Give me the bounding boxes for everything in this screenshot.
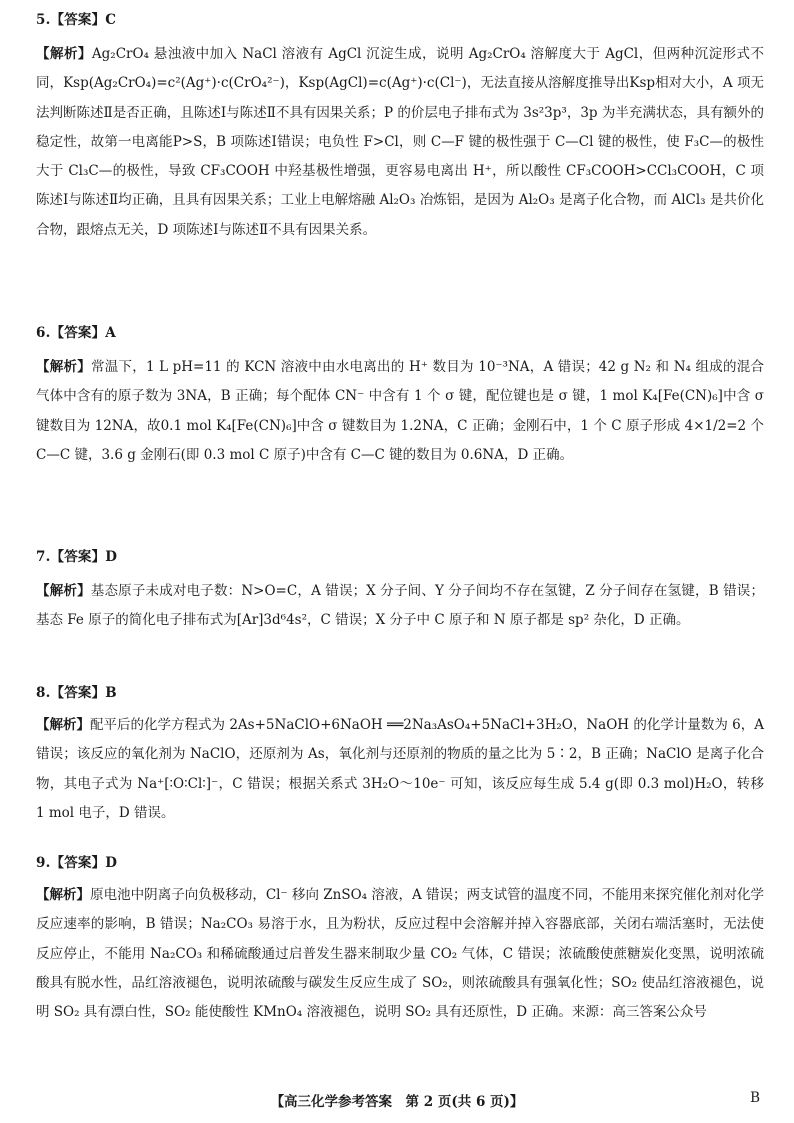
analysis-9 <box>36 881 764 1027</box>
analysis-5 <box>36 40 764 245</box>
analysis-text: 配平后的化学方程式为 2As+5NaClO+6NaOH ══2Na₃AsO₄+5NaCl+3H₂O，NaOH 的化学计量数为 6，A 错误；该反应的氧化剂为 NaClO，还原剂为 As，氧化剂与还原剂的物质的量之比为 5∶2，B 正确；NaClO 是离子化合物，其电子式为 Na⁺[∶O∶Cl∶]⁻，C 错误；根据关系式 3H₂O～10e⁻ 可知，该反应每生成 5.4 g(即 0.3 mol)H₂O，转移 1 mol 电子，D 错误。 <box>36 717 764 821</box>
analysis-label: 【解析】 <box>36 717 91 733</box>
answer-5: 5.【答案】C <box>36 12 117 28</box>
analysis-label: 【解析】 <box>36 359 91 375</box>
analysis-label: 【解析】 <box>36 887 91 903</box>
analysis-8 <box>36 711 764 828</box>
answer-8: 8.【答案】B <box>36 685 117 701</box>
answer-6: 6.【答案】A <box>36 325 116 341</box>
analysis-7 <box>36 577 764 636</box>
analysis-label: 【解析】 <box>36 46 92 62</box>
answer-7: 7.【答案】D <box>36 549 118 565</box>
footer-title: 【高三化学参考答案 第 2 页(共 6 页)】 <box>270 1094 524 1110</box>
analysis-text: 基态原子未成对电子数：N>O=C，A 错误；X 分子间、Y 分子间均不存在氢键，Z 分子间存在氢键，B 错误；基态 Fe 原子的简化电子排布式为[Ar]3d⁶4s²，C 错误；X 分子中 C 原子和 N 原子都是 sp² 杂化，D 正确。 <box>36 583 764 629</box>
analysis-6 <box>36 353 764 470</box>
analysis-label: 【解析】 <box>36 583 91 599</box>
analysis-text: 原电池中阴离子向负极移动，Cl⁻ 移向 ZnSO₄ 溶液，A 错误；两支试管的温度不同，不能用来探究催化剂对化学反应速率的影响，B 错误；Na₂CO₃ 易溶于水，且为粉状，反应过程中会溶解并掉入容器底部，关闭右端活塞时，无法使反应停止，不能用 Na₂CO₃ 和稀硫酸通过启普发生器来制取少量 CO₂ 气体，C 错误；浓硫酸使蔗糖炭化变黑，说明浓硫酸具有脱水性，品红溶液褪色，说明浓硫酸与碳发生反应生成了 SO₂，则浓硫酸具有强氧化性；SO₂ 使品红溶液褪色，说明 SO₂ 具有漂白性，SO₂ 能使酸性 KMnO₄ 溶液褪色，说明 SO₂ 具有还原性，D 正确。来源：高三答案公众号 <box>36 887 765 1021</box>
paper-version: B <box>750 1090 760 1106</box>
answer-9: 9.【答案】D <box>36 855 118 871</box>
analysis-text: Ag₂CrO₄ 悬浊液中加入 NaCl 溶液有 AgCl 沉淀生成，说明 Ag₂CrO₄ 溶解度大于 AgCl，但两种沉淀形式不同，Ksp(Ag₂CrO₄)=c²(Ag⁺)·c(CrO₄²⁻)，Ksp(AgCl)=c(Ag⁺)·c(Cl⁻)，无法直接从溶解度推导出Ksp相对大小，A 项无法判断陈述Ⅱ是否正确，且陈述Ⅰ与陈述Ⅱ不具有因果关系；P 的价层电子排布式为 3s²3p³，3p 为半充满状态，具有额外的稳定性，故第一电离能P>S，B 项陈述Ⅰ错误；电负性 F>Cl，则 C—F 键的极性强于 C—Cl 键的极性，使 F₃C—的极性大于 Cl₃C—的极性，导致 CF₃COOH 中羟基极性增强，更容易电离出 H⁺，所以酸性 CF₃COOH>CCl₃COOH，C 项陈述Ⅰ与陈述Ⅱ均正确，且具有因果关系；工业上电解熔融 Al₂O₃ 冶炼铝，是因为 Al₂O₃ 是离子化合物，而 AlCl₃ 是共价化合物，跟熔点无关，D 项陈述Ⅰ与陈述Ⅱ不具有因果关系。 <box>36 46 765 238</box>
page-footer <box>0 1090 794 1110</box>
analysis-text: 常温下，1 L pH=11 的 KCN 溶液中由水电离出的 H⁺ 数目为 10⁻³NA，A 错误；42 g N₂ 和 N₄ 组成的混合气体中含有的原子数为 3NA，B 正确；每个配体 CN⁻ 中含有 1 个 σ 键，配位键也是 σ 键，1 mol K₄[Fe(CN)₆]中含 σ 键数目为 12NA，故0.1 mol K₄[Fe(CN)₆]中含 σ 键数目为 1.2NA，C 正确；金刚石中，1 个 C 原子形成 4×1/2=2 个 C—C 键，3.6 g 金刚石(即 0.3 mol C 原子)中含有 C—C 键的数目为 0.6NA，D 正确。 <box>36 359 764 463</box>
